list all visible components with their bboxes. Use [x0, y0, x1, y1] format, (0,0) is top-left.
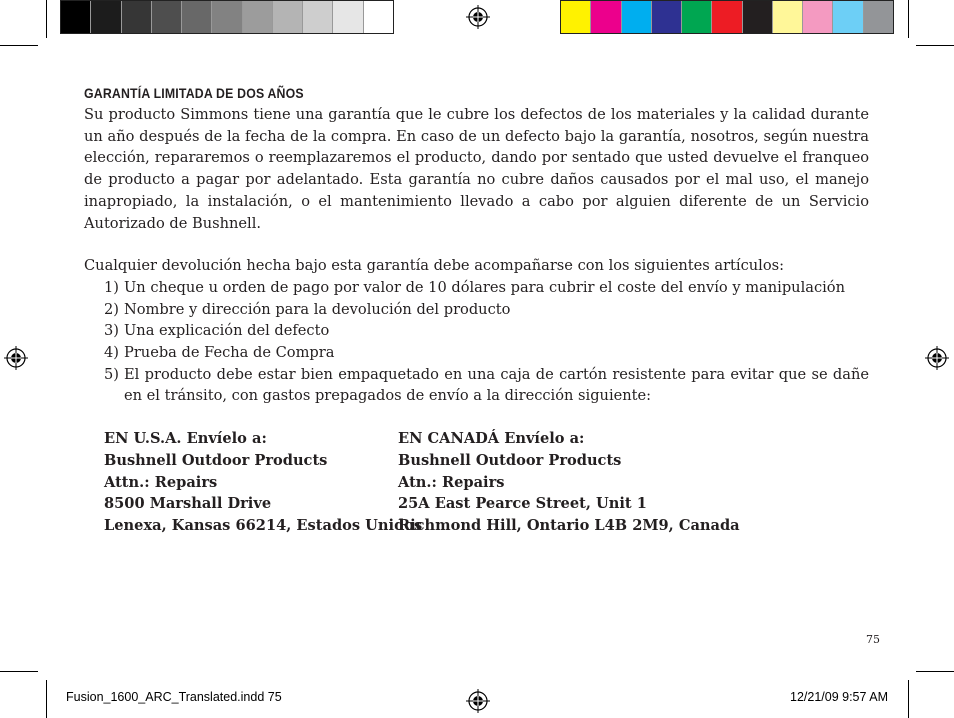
color-swatch — [333, 1, 363, 33]
list-item — [84, 277, 869, 299]
color-swatch — [61, 1, 91, 33]
color-swatch — [652, 1, 682, 33]
color-swatch — [773, 1, 803, 33]
crop-mark-bottom-right-vertical — [908, 680, 909, 718]
list-item-number: 2) — [104, 300, 119, 318]
address-line: EN CANADÁ Envíelo a: — [398, 430, 585, 448]
list-item — [84, 320, 869, 342]
process-color-bar — [560, 0, 894, 34]
list-item-number: 5) — [104, 365, 119, 383]
list-item-number: 1) — [104, 278, 119, 296]
crop-mark-top-right-horizontal — [916, 45, 954, 46]
color-swatch — [243, 1, 273, 33]
address-usa — [104, 428, 423, 537]
list-item-number: 3) — [104, 322, 119, 340]
color-swatch — [273, 1, 303, 33]
address-line: Richmond Hill, Ontario L4B 2M9, Canada — [398, 516, 740, 534]
address-line: Bushnell Outdoor Products — [104, 451, 328, 469]
crop-mark-top-right-vertical — [908, 0, 909, 38]
color-swatch — [682, 1, 712, 33]
color-swatch — [182, 1, 212, 33]
registration-target-icon — [4, 346, 28, 370]
color-swatch — [622, 1, 652, 33]
slug-date-info: 12/21/09 9:57 AM — [790, 690, 888, 704]
page-number: 75 — [866, 633, 880, 646]
address-line: Atn.: Repairs — [398, 473, 505, 491]
grayscale-color-bar — [60, 0, 394, 34]
address-line: 25A East Pearce Street, Unit 1 — [398, 495, 647, 513]
list-item-text: Un cheque u orden de pago por valor de 10 dólares para cubrir el coste del envío y manipulación — [124, 278, 845, 296]
return-addresses — [104, 428, 869, 537]
paragraph-spacer — [84, 234, 869, 255]
color-swatch — [212, 1, 242, 33]
color-swatch — [561, 1, 591, 33]
color-swatch — [364, 1, 393, 33]
color-swatch — [91, 1, 121, 33]
color-swatch — [303, 1, 333, 33]
warranty-paragraph: Su producto Simmons tiene una garantía que le cubre los defectos de los materiales y la calidad durante un año después de la fecha de la compra. En caso de un defecto bajo la garantía, nosotros, según nuestra elección, repararemos o reemplazaremos el producto, dando por sentado que usted devuelve el franqueo de producto a pagar por adelantado. Esta garantía no cubre daños causados por el mal uso, el manejo inapropiado, la instalación, o el mantenimiento llevado a cabo por alguien diferente de un Servicio Autorizado de Bushnell. — [84, 106, 869, 232]
color-swatch — [864, 1, 893, 33]
list-item-text: Nombre y dirección para la devolución del producto — [124, 300, 511, 318]
registration-mark-bottom — [466, 689, 490, 713]
requirements-list — [84, 277, 869, 407]
address-line: Lenexa, Kansas 66214, Estados Unidos — [104, 516, 423, 534]
list-item — [84, 364, 869, 407]
address-canada — [398, 428, 740, 537]
list-item-text: Prueba de Fecha de Compra — [124, 344, 335, 362]
crop-mark-top-left-vertical — [46, 0, 47, 38]
slug-file-info: Fusion_1600_ARC_Translated.indd 75 — [66, 690, 282, 704]
color-swatch — [833, 1, 863, 33]
section-heading: GARANTÍA LIMITADA DE DOS AÑOS — [84, 85, 304, 101]
requirements-intro: Cualquier devolución hecha bajo esta garantía debe acompañarse con los siguientes artículos: — [84, 257, 785, 275]
list-item-number: 4) — [104, 344, 119, 362]
crop-mark-top-left-horizontal — [0, 45, 38, 46]
color-swatch — [743, 1, 773, 33]
color-swatch — [122, 1, 152, 33]
list-item-text: El producto debe estar bien empaquetado en una caja de cartón resistente para evitar que se dañe en el tránsito, con gastos prepagados de envío a la dirección siguiente: — [124, 365, 869, 405]
crop-mark-bottom-left-horizontal — [0, 671, 38, 672]
registration-target-icon — [925, 346, 949, 370]
list-item — [84, 342, 869, 364]
registration-mark-top — [466, 5, 490, 29]
color-swatch — [712, 1, 742, 33]
list-item-text: Una explicación del defecto — [124, 322, 330, 340]
color-swatch — [803, 1, 833, 33]
registration-mark-right — [925, 346, 949, 370]
address-line: 8500 Marshall Drive — [104, 495, 272, 513]
address-line: Attn.: Repairs — [104, 473, 218, 491]
address-line: EN U.S.A. Envíelo a: — [104, 430, 267, 448]
list-item — [84, 299, 869, 321]
paragraph-spacer — [84, 407, 869, 428]
crop-mark-bottom-right-horizontal — [916, 671, 954, 672]
warranty-section — [84, 84, 869, 537]
registration-mark-left — [4, 346, 28, 370]
address-line: Bushnell Outdoor Products — [398, 451, 622, 469]
crop-mark-bottom-left-vertical — [46, 680, 47, 718]
color-swatch — [591, 1, 621, 33]
registration-target-icon — [466, 689, 490, 713]
color-swatch — [152, 1, 182, 33]
registration-target-icon — [466, 5, 490, 29]
